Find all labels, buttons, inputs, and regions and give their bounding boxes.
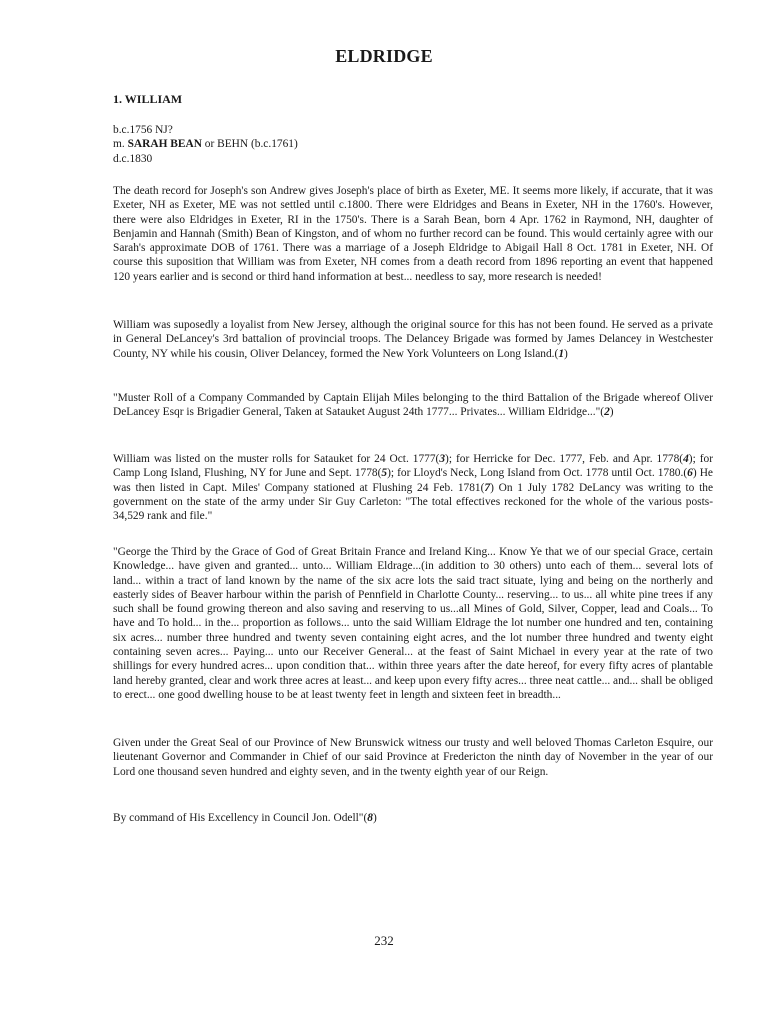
page-number: 232 — [374, 933, 394, 948]
paragraph-text: "Muster Roll of a Company Commanded by Captain Elijah Miles belonging to the third Battalion of the Brigade whereof Oliver DeLancey Esqr is Brigadier General, Taken at Satauket August 24th 1777... Privates... William Eldridge..."( — [113, 392, 713, 419]
birth-line: b.c.1756 NJ? — [113, 124, 173, 136]
paragraph-text: ) — [609, 406, 614, 419]
paragraph-muster-roll — [113, 391, 713, 420]
paragraph-text: William was listed on the muster rolls for Satauket for 24 Oct. 1777( — [113, 453, 440, 465]
paragraph-text: ) — [372, 812, 377, 824]
paragraph-by-command — [113, 811, 713, 825]
footnote-ref: 4 — [683, 453, 689, 465]
paragraph-text: ); for Camp Long Island, Flushing, NY for June and Sept. 1778( — [113, 453, 713, 480]
paragraph-text: By command of His Excellency in Council Jon. Odell"( — [113, 812, 368, 824]
footnote-ref: 2 — [604, 406, 610, 419]
footnote-ref: 6 — [687, 467, 693, 480]
paragraph-text: ) — [564, 347, 568, 360]
footnote-ref: 1 — [558, 347, 565, 360]
footnote-ref: 5 — [381, 467, 388, 480]
paragraph-great-seal: Given under the Great Seal of our Province of New Brunswick witness our trusty and well beloved Thomas Carleton Esquire, our lieutenant Governor and Commander in Chief of our said Province at Fredericton the ninth day of November in the year of our Lord one thousand seven hundred and eighty seven, and in the twenty eighth year of our Reign. — [113, 737, 713, 778]
page-title: ELDRIDGE — [335, 46, 433, 66]
death-line: d.c.1830 — [113, 152, 153, 165]
paragraph-text: William was suposedly a loyalist from New Jersey, although the original source for this has not been found. He served as a private in General DeLancey's 3rd battalion of provincial troops. The Delancey Brigade was formed by James Delancey in Westchester County, NY while his cousin, Oliver Delancey, formed the New York Volunteers on Long Island.( — [113, 319, 713, 360]
paragraph-text: ) On 1 July 1782 DeLancy was writing to the government on the state of the army under Sir Guy Carleton: "The total effectives reckoned for the whole of the various posts- 34,529 rank and file." — [113, 481, 713, 523]
paragraph-text: ); for Lloyd's Neck, Long Island from Oct. 1778 until Oct. 1780.( — [387, 467, 688, 480]
spouse-name: SARAH BEAN — [127, 138, 202, 151]
paragraph-loyalist — [113, 318, 713, 361]
paragraph-text: ) He was then listed in Capt. Miles' Company stationed at Flushing 24 Feb. 1781( — [113, 467, 713, 494]
footnote-ref: 3 — [439, 453, 446, 465]
paragraph-muster-listings — [113, 452, 713, 523]
marriage-prefix: m. — [113, 138, 128, 151]
footnote-ref: 8 — [367, 812, 373, 824]
paragraph-origin: The death record for Joseph's son Andrew gives Joseph's place of birth as Exeter, ME. It seems more likely, if accurate, that it was Exeter, NH as Exeter, ME was not settled until c.1800. There were Eldridges and Beans in Exeter, NH in the 1760's. However, there were also Eldridges in Exeter, RI in the 1750's. There is a Sarah Bean, born 4 Apr. 1762 in Raymond, NH, daughter of Benjamin and Hannah (Smith) Bean of Kingston, and of whom no further record can be found. This would certainly agree with our Sarah's approximate DOB of 1761. There was a marriage of a Joseph Eldridge to Abigail Hall 8 Oct. 1781 in Exeter, NH. Of course this suposition that William was from Exeter, NH comes from a death record from 1896 reporting an event that happened 120 years earlier and is second or third hand information at best... needless to say, more research is needed! — [113, 185, 713, 283]
section-heading: 1. WILLIAM — [113, 92, 183, 106]
marriage-line — [113, 137, 713, 151]
paragraph-land-grant: "George the Third by the Grace of God of Great Britain France and Ireland King... Know Ye that we of our special Grace, certain Knowledge... have given and granted... unto... William Eldrage...(in addition to 30 others) unto each of them... several lots of land... within a tract of land known by the name of the six acre lots the said tract situate, lying and being on the northerly and easterly sides of Beaver harbour within the parish of Pennfield in Charlotte County... reserving... to us... all white pine trees if any such shall be found growing thereon and also saving and reserving to us...all Mines of Gold, Silver, Copper, lead and Coals... To have and To hold... in the... proportion as follows... unto the said William Eldrage the lot number one hundred and ten, containing six acres... number three hundred and twenty seven containing eight acres, and the lot number three hundred and twenty eight containing seven acres... Paying... unto our Receiver General... at the feast of Saint Michael in every year at the rate of two shillings for every hundred acres... upon condition that... within three years after the date hereof, for every fifty acres of plantable land hereby granted, clear and work three acres at least... and keep upon every fifty acres... three neat cattle... and... shall be obliged to erect... one good dwelling house to be at least twenty feet in length and sixteen feet in breadth... — [113, 546, 713, 701]
vital-records — [113, 123, 713, 166]
spouse-suffix: or BEHN (b.c.1761) — [201, 138, 298, 151]
paragraph-text: ); for Herricke for Dec. 1777, Feb. and Apr. 1778( — [445, 453, 684, 465]
footnote-ref: 7 — [484, 481, 491, 494]
